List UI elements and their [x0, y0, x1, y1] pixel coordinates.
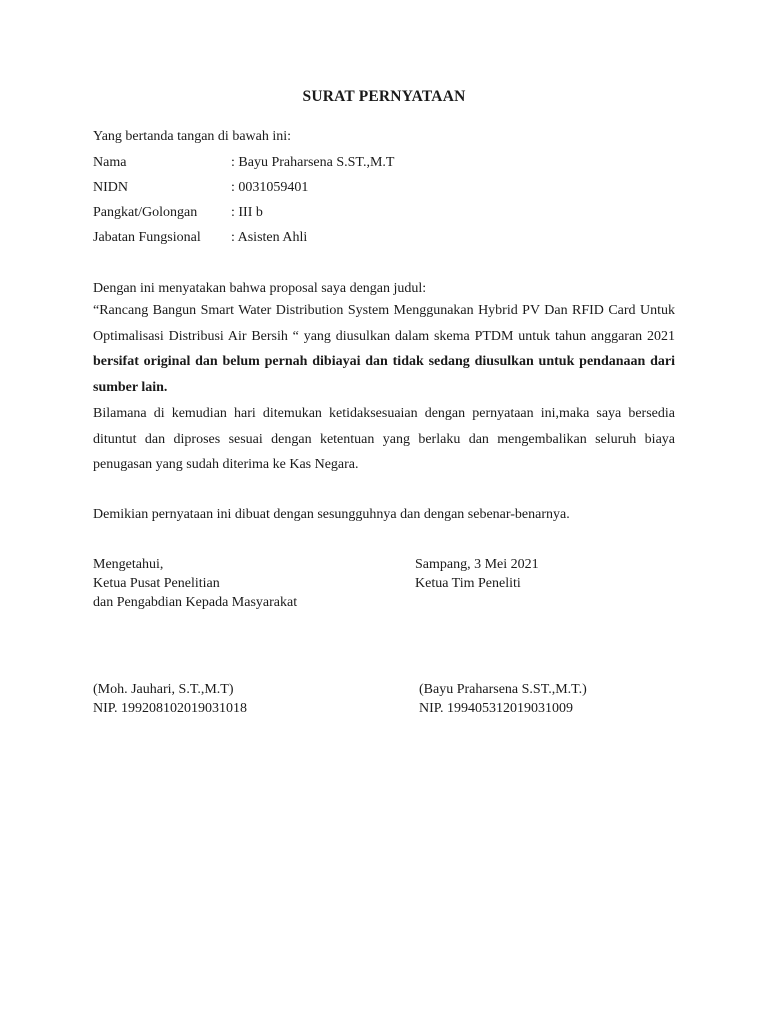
- field-label-jabatan: Jabatan Fungsional: [93, 230, 201, 245]
- document-title: SURAT PERNYATAAN: [302, 88, 466, 105]
- proposal-text: “Rancang Bangun Smart Water Distribution System Menggunakan Hybrid PV Dan RFID Card Untuk Optimalisasi Distribusi Air Bersih “ yang diusulkan dalam skema PTDM untuk tahun anggaran 2021: [93, 303, 675, 344]
- left-signatory-line2: Ketua Pusat Penelitian: [93, 576, 220, 591]
- closing-text: Demikian pernyataan ini dibuat dengan sesungguhnya dan dengan sebenar-benarnya.: [93, 507, 570, 522]
- right-signatory-nip: NIP. 199405312019031009: [419, 701, 574, 716]
- field-value-jabatan: : Asisten Ahli: [231, 230, 308, 245]
- proposal-paragraph: [93, 298, 675, 400]
- field-label-nama: Nama: [93, 155, 127, 170]
- intro-text: Yang bertanda tangan di bawah ini:: [93, 129, 292, 144]
- consequence-paragraph: Bilamana di kemudian hari ditemukan ketidaksesuaian dengan pernyataan ini,maka saya bersedia dituntut dan diproses sesuai dengan ketentuan yang berlaku dan mengembalikan seluruh biaya penugasan yang sudah diterima ke Kas Negara.: [93, 406, 675, 472]
- field-label-nidn: NIDN: [93, 180, 128, 195]
- field-value-pangkat: : III b: [231, 205, 263, 220]
- right-signatory-role: Ketua Tim Peneliti: [415, 576, 521, 591]
- right-signatory-name: (Bayu Praharsena S.ST.,M.T.): [419, 682, 587, 697]
- left-signatory-line3: dan Pengabdian Kepada Masyarakat: [93, 595, 298, 610]
- field-label-pangkat: Pangkat/Golongan: [93, 205, 198, 220]
- left-signatory-line1: Mengetahui,: [93, 557, 164, 572]
- left-signatory-name: (Moh. Jauhari, S.T.,M.T): [93, 682, 234, 697]
- field-value-nama: : Bayu Praharsena S.ST.,M.T: [231, 155, 395, 170]
- right-place-date: Sampang, 3 Mei 2021: [415, 557, 539, 572]
- field-value-nidn: : 0031059401: [231, 180, 309, 195]
- left-signatory-nip: NIP. 199208102019031018: [93, 701, 248, 716]
- statement-intro: Dengan ini menyatakan bahwa proposal saya dengan judul:: [93, 281, 427, 296]
- proposal-bold-text: bersifat original dan belum pernah dibiayai dan tidak sedang diusulkan untuk pendanaan dari sumber lain.: [93, 354, 675, 395]
